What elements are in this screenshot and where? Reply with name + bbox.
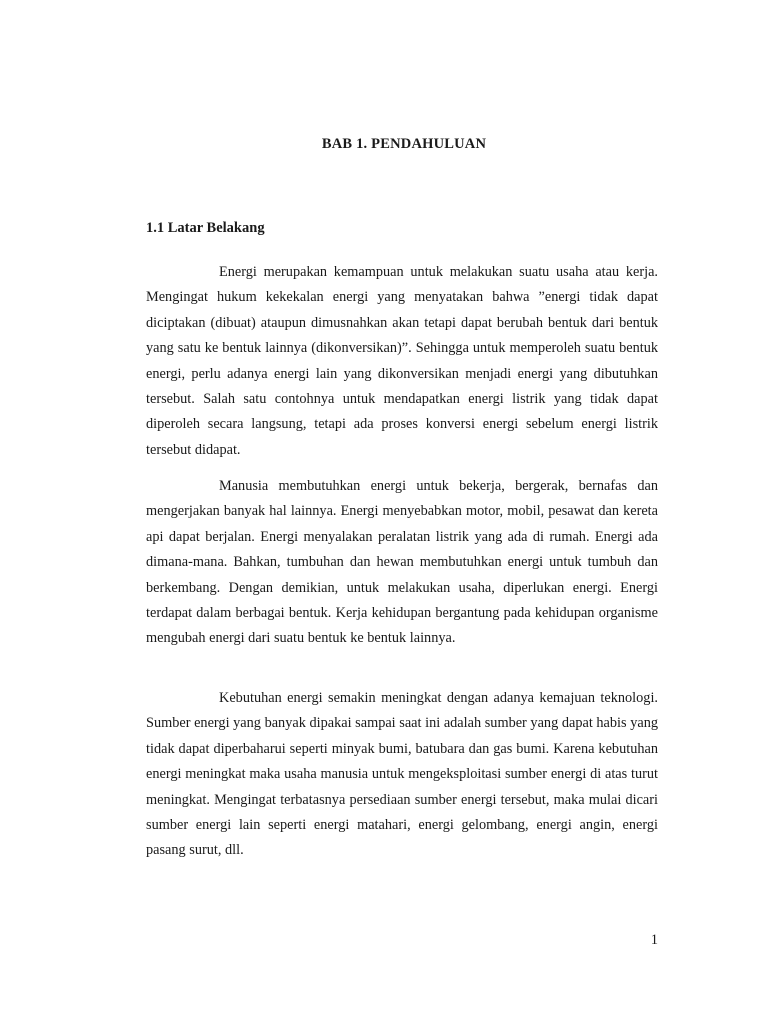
body-paragraph: Kebutuhan energi semakin meningkat dengan adanya kemajuan teknologi. Sumber energi yang banyak dipakai sampai saat ini adalah sumber yang dapat habis yang tidak dapat diperbaharui seperti minyak bumi, batubara dan gas bumi. Karena kebutuhan energi meningkat maka usaha manusia untuk mengeksploitasi sumber energi di atas turut meningkat. Mengingat terbatasnya persediaan sumber energi tersebut, maka mulai dicari sumber energi lain seperti energi matahari, energi gelombang, energi angin, energi pasang surut, dll. bbox=[146, 690, 658, 859]
body-paragraph: Manusia membutuhkan energi untuk bekerja, bergerak, bernafas dan mengerjakan banyak hal lainnya. Energi menyebabkan motor, mobil, pesawat dan kereta api dapat berjalan. Energi menyalakan peralatan listrik yang ada di rumah. Energi ada dimana-mana. Bahkan, tumbuhan dan hewan membutuhkan energi untuk tumbuh dan berkembang. Dengan demikian, untuk melakukan usaha, diperlukan energi. Energi terdapat dalam berbagai bentuk. Kerja kehidupan bergantung pada kehidupan organisme mengubah energi dari suatu bentuk ke bentuk lainnya. bbox=[146, 478, 658, 647]
page-number: 1 bbox=[650, 932, 658, 948]
section-heading: 1.1 Latar Belakang bbox=[146, 220, 265, 236]
chapter-title: BAB 1. PENDAHULUAN bbox=[321, 136, 487, 152]
body-paragraph: Energi merupakan kemampuan untuk melakukan suatu usaha atau kerja. Mengingat hukum kekekalan energi yang menyatakan bahwa ”energi tidak dapat diciptakan (dibuat) ataupun dimusnahkan akan tetapi dapat berubah bentuk dari bentuk yang satu ke bentuk lainnya (dikonversikan)”. Sehingga untuk memperoleh suatu bentuk energi, perlu adanya energi lain yang dikonversikan menjadi energi yang dibutuhkan tersebut. Salah satu contohnya untuk mendapatkan energi listrik yang tidak dapat diperoleh secara langsung, tetapi ada proses konversi energi sebelum energi listrik tersebut didapat. bbox=[146, 264, 658, 458]
